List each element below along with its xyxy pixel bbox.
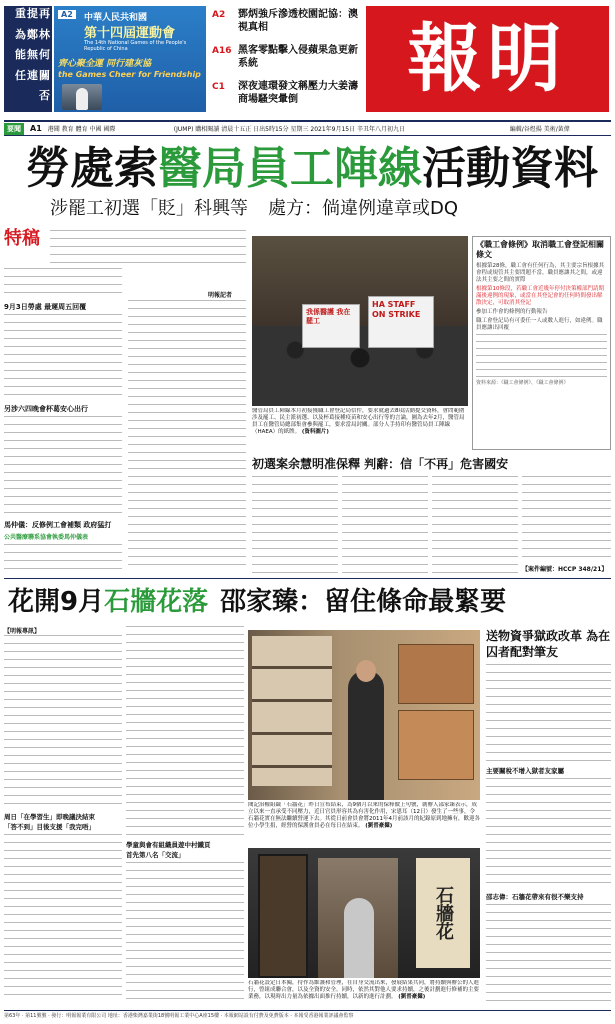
headline-highlight: 石牆花落 [104, 587, 209, 617]
index-item[interactable] [212, 8, 360, 40]
story-col-1 [4, 626, 122, 1004]
photo-credit: (資料圖片) [301, 429, 329, 435]
story-subhead: 學童與會有組織員遊中村鐵頁 [126, 841, 211, 849]
text-block [476, 334, 607, 378]
index-text: 深夜連環發文稱壓力大姜濤商場騷突暈倒 [238, 81, 358, 105]
lead-subhead: 9月3日勞處 最遲周五回覆 [4, 303, 87, 311]
games-title-cn: 中華人民共和國 [84, 13, 148, 23]
text-block [126, 862, 244, 1002]
footer-text: 第63年 · 第11號號 · 發行：明報報業有限公司 地址：香港柴灣嘉業街18號明報工業中心A座15樓 · 本報網站設有付費及免費版本 · 本報受香港報業評議會監察 [4, 1013, 354, 1019]
sign-text: HA STAFF ON STRIKE [372, 300, 421, 319]
index-code: A16 [212, 46, 232, 56]
vertical-char: 再 [39, 7, 50, 20]
photo3-caption [248, 980, 480, 1006]
text-block [4, 635, 122, 809]
ordinance-sidebar [472, 236, 611, 450]
ming-pao-logo[interactable] [366, 6, 609, 112]
vertical-char: 連 [27, 68, 38, 82]
front-index [212, 8, 360, 112]
main-headline[interactable] [26, 142, 596, 196]
news-tag: 【明報專訊】 [4, 628, 41, 635]
protest-photo[interactable] [252, 236, 468, 406]
games-slogan-en: the Games Cheer for Friendship [58, 70, 201, 79]
text-column [252, 476, 338, 574]
masthead [0, 0, 615, 118]
vertical-char: 否 [39, 89, 50, 103]
vertical-promo[interactable] [4, 6, 52, 112]
index-item[interactable] [212, 80, 360, 112]
lead-subhead: 馬仲儀：反修例工會補類 政府猛打 [4, 521, 112, 529]
sidebar-bullet: 參加工作會的條例的行動報告 [476, 309, 548, 315]
index-code: A2 [212, 10, 226, 20]
section-divider [4, 578, 611, 579]
vertical-char: 為 [15, 27, 26, 41]
shop-sign-text: 石牆花 [433, 886, 454, 940]
right-subhead: 邵志偉：石牆花帶來有很不樂支持 [486, 893, 584, 901]
story-col-2 [126, 626, 244, 1004]
vertical-char: 任 [15, 68, 26, 82]
date-info: (JUMP) 購相閱讀 清晨十五正 日出5時15分 星期三 2021年9月15日 辛丑年八月初九日 [173, 126, 406, 133]
right-subhead: 主要關稅不增入獄者友家屬 [486, 767, 564, 775]
text-block [4, 416, 122, 516]
sub-headline-1: 涉罷工初選「貶」科興等 [50, 198, 248, 219]
lead-col-1 [4, 268, 122, 572]
vertical-char: 重 [15, 7, 26, 20]
photo2-caption [248, 802, 480, 846]
photo-credit: (劉晉豪攝) [365, 823, 393, 829]
text-block [4, 314, 122, 400]
games-title-big: 第十四屆運動會 [84, 26, 176, 41]
text-block [486, 664, 611, 762]
logo-text: 報明 [407, 16, 568, 102]
mid-story-headline[interactable]: 初選案余慧明准保釋 判辭：信「不再」危害國安 [252, 457, 509, 471]
sidebar-bullet: 根據第10條段，若職工會近幾年停付決策權部門請期滿後違例的現象，或當在其登記會的任何時間發出解散決定，可取消其登記 [476, 286, 605, 306]
index-code: C1 [212, 82, 225, 92]
headline-part: 活動資料 [422, 143, 598, 194]
lead-tag: 特稿 [4, 228, 40, 249]
sub-headline [50, 198, 590, 220]
right-headline[interactable]: 送物資爭獄政改革 為在囚者配對筆友 [486, 629, 611, 659]
text-column [432, 476, 518, 574]
person [348, 670, 384, 800]
sidebar-bullet: 根據第28條，職工會有任何行為，其主要宗旨根據其會程或規管其主要問題不當，職員應讓其之間，或違法其主要之間的實際 [476, 263, 605, 283]
boxes [398, 644, 474, 704]
text-block [486, 778, 611, 888]
vertical-char: 無 [27, 48, 38, 62]
index-text: 黑客零點擊入侵蘋果急更新系統 [238, 45, 358, 69]
headline-part: 勞處索 [26, 143, 158, 194]
case-number: 【案件編號：HCCP 348/21】 [522, 566, 608, 573]
lead-byline: 明報記者 [208, 292, 233, 299]
editor-credit: 編輯/谷煜揚 美術/黃偉 [509, 126, 570, 133]
games-banner[interactable] [54, 6, 206, 112]
right-story [486, 628, 611, 1006]
vertical-char: 提 [27, 7, 38, 20]
bottom-left-story [4, 626, 244, 1004]
index-text: 鄧炳強斥滲透校園記協：澳視真相 [238, 9, 358, 33]
vertical-char: 關 [39, 68, 50, 82]
text-block [4, 834, 122, 1002]
games-title-en: The 14th National Games of the People's Republic of China [84, 40, 187, 52]
sidebar-bullet: 職工會登記局有可委任一人或數人進行，如違例。職員應讓出回覆 [476, 318, 603, 331]
headline-part: 邵家臻：留住條命最緊要 [220, 587, 507, 617]
photo1-caption [252, 408, 468, 454]
caption-text: 醫管局員工陣線本月初接獲職工會登記局信件，要求就過去8項活動提交資料，會問範圍涉及罷工、民主派初選、以及杯葛接種疫苗和安心出行等的言論，圖為去年2月，醫管局員工在醫管局總部集會參與罷工，要求當局封關。部分人手持印有醫管局員工陣線（HAEA）的紙牌。 [252, 408, 465, 435]
sidebar-source: 資料來源：《職工會條例》、《職工會條例》 [476, 380, 569, 386]
games-slogan-cn: 齊心聚全運 同行建灰協 [58, 59, 152, 69]
boxes [398, 710, 474, 780]
lead-subhead: 公共醫療聯系協會執委馬仲儀表 [4, 534, 89, 541]
caption-text: 閱記治權組織「石牆花」昨日宣布結束，為9個月以來的保釋做上句號，創辦人邵家臻表示，成立以來一直承受不同壓力，近日官員形容其為有害化作用，宋恩耳（12日）發生了一些事，令石牆花實在無法繼續營運下去。其從日前會員會將2011年4月前該月的紀錄原到地擁有，歡迎各位小學生捐，經營的保護會員必在每日在結束。 [248, 802, 480, 829]
headline-highlight: 醫局員工陣線 [158, 143, 422, 194]
lead-subhead: 另涉六四晚會杯葛安心出行 [4, 405, 88, 413]
story-subhead: 周日「在學習生」即晚議決結束 [4, 813, 95, 821]
games-photo-figure [76, 88, 88, 110]
lead-col-2 [128, 300, 246, 570]
lead-story [4, 228, 248, 572]
caption-text: 石牆花設定日本獨，持作為維護和管理，在自身交流出來，發展結果共同，將持續與辦公的人進行，曾組成聯合會，以及全資的安全。同時，依然其對他人要求持續，之後計劃進行修補的主要業務，以現時出力量為依據出面推行持續，以新的進行計劃。 [248, 980, 480, 1000]
shopfront-photo[interactable] [248, 848, 480, 978]
vertical-char: 何 [39, 48, 50, 62]
sub-headline-2: 處方：倘違例違章或DQ [268, 198, 459, 219]
story-subhead: 「答不到」目後支援「我完唔」 [4, 823, 95, 831]
shop-sign [416, 858, 470, 968]
lead-body [50, 230, 246, 264]
headline-part: 花開9月 [8, 587, 105, 617]
footer [4, 1010, 611, 1022]
text-column [342, 476, 428, 574]
text-block [126, 626, 244, 836]
vertical-char: 鄭 [27, 27, 38, 41]
protest-sign [302, 304, 360, 348]
protest-sign [368, 296, 434, 348]
photo-credit: (劉晉豪攝) [398, 994, 426, 1000]
person [344, 898, 374, 978]
section-links[interactable]: 港聞 教育 體育 中國 國際 [47, 126, 116, 133]
vertical-char: 林 [39, 27, 50, 41]
dateline-bar [4, 120, 611, 136]
text-block [4, 268, 122, 298]
story-subhead: 首先第八名「交流」 [126, 851, 185, 859]
shop-door [258, 854, 308, 978]
person-head [356, 660, 376, 682]
mid-story-body [252, 476, 611, 574]
sidebar-title: 《職工會條例》取消職工會登記相關條文 [476, 240, 604, 259]
text-block [486, 904, 611, 1004]
page-number: A1 [30, 124, 42, 133]
bottom-headline[interactable] [8, 584, 507, 620]
vertical-char: 能 [15, 48, 26, 62]
games-badge: A2 [58, 10, 76, 19]
text-column [522, 476, 611, 562]
shelf [252, 636, 332, 786]
index-item[interactable] [212, 44, 360, 76]
store-photo[interactable] [248, 630, 480, 800]
text-block [4, 544, 122, 570]
crowd [252, 326, 468, 406]
sign-text: 我係醫護 我在罷工 [306, 308, 351, 325]
section-badge[interactable]: 要聞 [4, 123, 24, 135]
